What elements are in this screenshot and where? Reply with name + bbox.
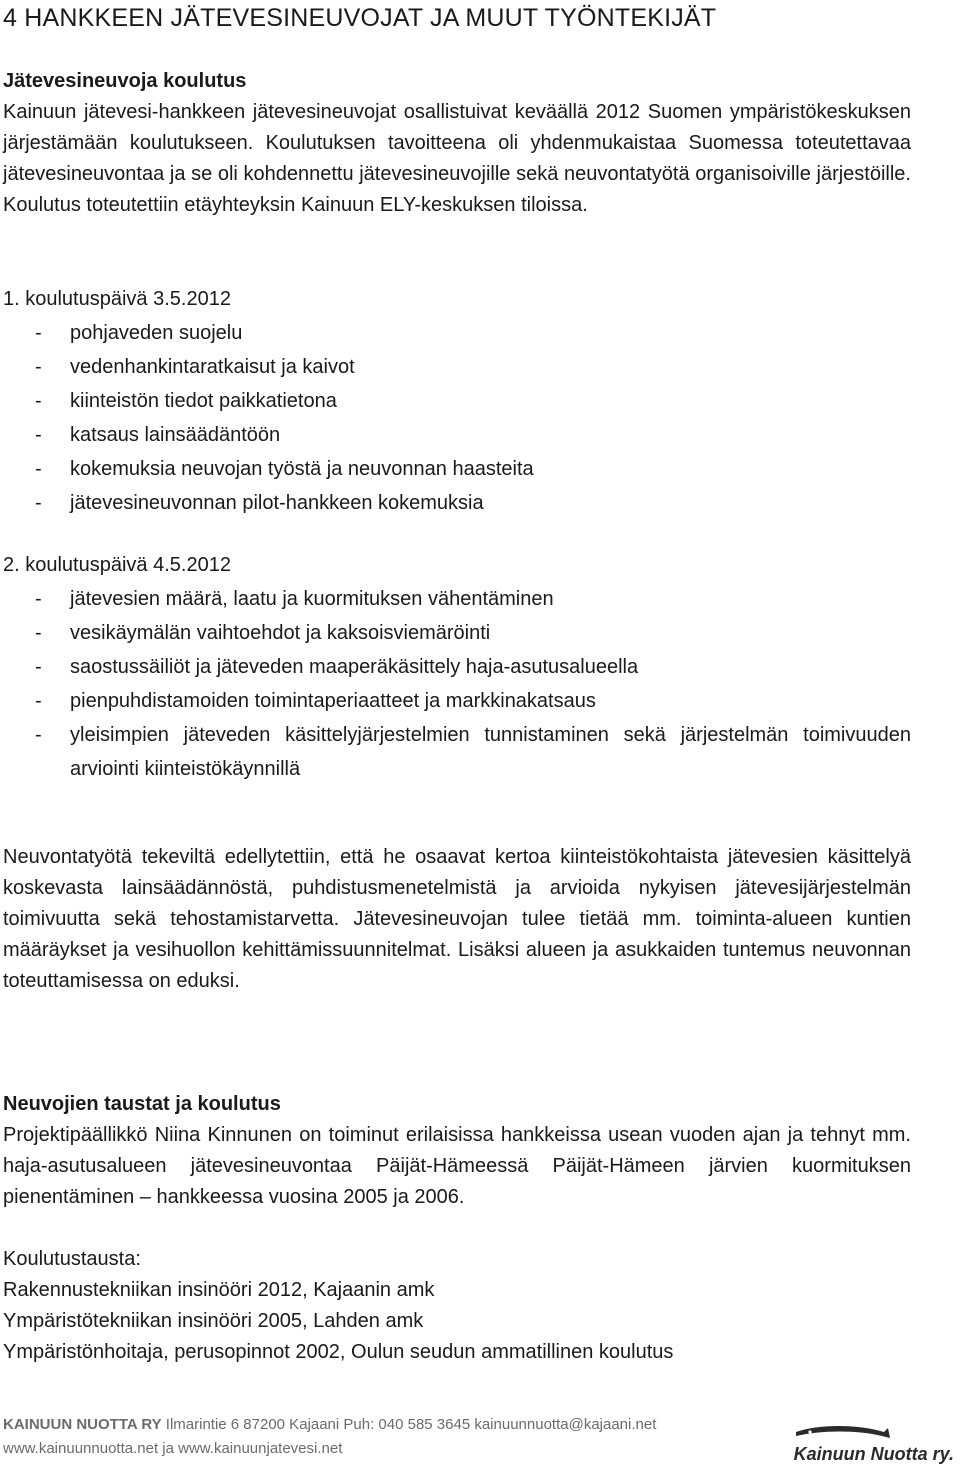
day1-title: 1. koulutuspäivä 3.5.2012	[3, 288, 231, 310]
education-block	[3, 1244, 911, 1275]
footer-address: Ilmarintie 6 87200 Kajaani Puh: 040 585 3645 kainuunnuotta@kajaani.net	[165, 1416, 657, 1433]
page-footer	[3, 1414, 958, 1470]
footer-contact	[3, 1414, 656, 1436]
education-list	[3, 1275, 911, 1368]
requirements-block	[3, 842, 911, 997]
day1-block	[3, 282, 911, 520]
list-item: - kokemuksia neuvojan työstä ja neuvonnan haasteita	[35, 458, 534, 480]
day2-list	[3, 582, 911, 786]
day1-list	[3, 316, 911, 520]
background-heading: Neuvojien taustat ja koulutus	[3, 1093, 281, 1115]
background-section	[3, 1089, 911, 1213]
list-item: - vedenhankintaratkaisut ja kaivot	[35, 356, 355, 378]
day2-title: 2. koulutuspäivä 4.5.2012	[3, 554, 231, 576]
requirements-text: Neuvontatyötä tekeviltä edellytettiin, että he osaavat kertoa kiinteistökohtaista jätevesien käsittelyä koskevasta lainsäädännöstä, puhdistusmenetelmistä ja arvioida nykyisen jätevesijärjestelmän toimivuutta sekä tehostamistarvetta. Jätevesineuvojan tulee tietää mm. toiminta-alueen kuntien määräykset ja vesihuollon kehittämissuunnitelmat. Lisäksi alueen ja asukkaiden tuntemus neuvonnan toteuttamisessa on eduksi.	[3, 846, 911, 992]
day2-block	[3, 548, 911, 786]
list-item: - pienpuhdistamoiden toimintaperiaatteet ja markkinakatsaus	[35, 690, 596, 712]
list-item: - jätevesien määrä, laatu ja kuormituksen vähentäminen	[35, 588, 554, 610]
education-item: Ympäristönhoitaja, perusopinnot 2002, Oulun seudun ammatillinen koulutus	[3, 1341, 674, 1363]
list-item: - vesikäymälän vaihtoehdot ja kaksoisviemäröinti	[35, 622, 491, 644]
background-text: Projektipäällikkö Niina Kinnunen on toiminut erilaisissa hankkeissa usean vuoden ajan ja tehnyt mm. haja-asutusalueen jätevesineuvontaa Päijät-Hämeessä Päijät-Hämeen järvien kuormituksen pienentäminen – hankkeessa vuosina 2005 ja 2006.	[3, 1124, 911, 1208]
education-item: Ympäristötekniikan insinööri 2005, Lahden amk	[3, 1310, 424, 1332]
list-item: - kiinteistön tiedot paikkatietona	[35, 390, 337, 412]
list-item: - katsaus lainsäädäntöön	[35, 424, 281, 446]
list-item: - yleisimpien jäteveden käsittelyjärjestelmien tunnistaminen sekä järjestelmän toimivuuden arviointi kiinteistökäynnillä	[35, 724, 911, 780]
footer-websites: www.kainuunnuotta.net ja www.kainuunjatevesi.net	[3, 1440, 343, 1457]
chapter-title: 4 HANKKEEN JÄTEVESINEUVOJAT JA MUUT TYÖNTEKIJÄT	[3, 4, 717, 32]
logo-lettering: Kainuun Nuotta ry.	[793, 1444, 954, 1464]
education-item: Rakennustekniikan insinööri 2012, Kajaanin amk	[3, 1279, 435, 1301]
list-item: - saostussäiliöt ja jäteveden maaperäkäsittely haja-asutusalueella	[35, 656, 639, 678]
footer-org: KAINUUN NUOTTA RY	[3, 1416, 162, 1433]
training-section	[3, 66, 911, 221]
list-item: - pohjaveden suojelu	[35, 322, 243, 344]
kainuun-nuotta-logo	[788, 1422, 956, 1466]
list-item: - jätevesineuvonnan pilot-hankkeen kokemuksia	[35, 492, 484, 514]
training-intro: Kainuun jätevesi-hankkeen jätevesineuvojat osallistuivat keväällä 2012 Suomen ympäristökeskuksen järjestämään koulutukseen. Koulutuksen tavoitteena oli yhdenmukaistaa Suomessa toteutettavaa jätevesineuvontaa ja se oli kohdennettu jätevesineuvojille sekä neuvontatyötä organisoiville järjestöille. Koulutus toteutettiin etäyhteyksin Kainuun ELY-keskuksen tiloissa.	[3, 101, 911, 216]
education-label: Koulutustausta:	[3, 1248, 141, 1270]
training-heading: Jätevesineuvoja koulutus	[3, 70, 247, 92]
fish-logo-icon	[796, 1426, 890, 1438]
